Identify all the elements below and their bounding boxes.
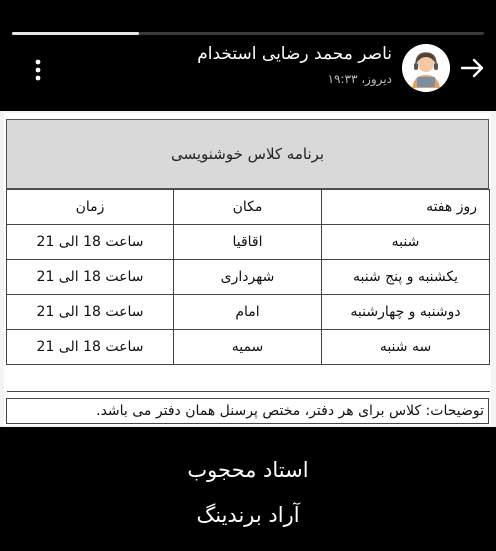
story-progress-bar [12,32,484,35]
story-header [0,40,496,100]
column-header-place: مکان [174,190,322,225]
table-cell-day: شنبه [322,225,490,260]
schedule-title: برنامه کلاس خوشنویسی [6,119,489,189]
schedule-document [4,113,491,425]
table-spacer-cell [322,365,490,392]
table-row [7,225,490,260]
caption-line-1: استاد محجوب [187,458,309,482]
caption-line-2: آراد برندینگ [196,503,300,527]
table-cell-place: امام [174,295,322,330]
story-image [0,111,496,427]
table-cell-time: ساعت 18 الی 21 [7,330,174,365]
table-row [7,330,490,365]
table-cell-place: شهرداری [174,260,322,295]
column-header-day: روز هفته [322,190,490,225]
table-cell-day: یکشنبه و پنج شنبه [322,260,490,295]
sender-name[interactable]: ناصر محمد رضایی استخدام [197,44,392,64]
table-spacer-row [7,365,490,392]
column-header-time: زمان [7,190,174,225]
avatar[interactable] [402,44,450,92]
table-row [7,295,490,330]
support-agent-avatar-icon [402,44,450,92]
table-cell-time: ساعت 18 الی 21 [7,295,174,330]
table-cell-place: اقاقیا [174,225,322,260]
table-row [7,260,490,295]
arrow-right-icon[interactable] [456,52,488,84]
table-spacer-cell [7,365,174,392]
more-vertical-icon[interactable] [26,56,50,84]
table-cell-time: ساعت 18 الی 21 [7,260,174,295]
schedule-notes: توضیحات: کلاس برای هر دفتر، مختص پرسنل همان دفتر می باشد. [6,398,489,424]
schedule-table [6,189,490,392]
table-cell-time: ساعت 18 الی 21 [7,225,174,260]
table-cell-place: سمیه [174,330,322,365]
story-timestamp: دیروز، ۱۹:۳۳ [327,72,392,86]
table-spacer-cell [174,365,322,392]
table-header-row [7,190,490,225]
table-cell-day: دوشنبه و چهارشنبه [322,295,490,330]
story-progress-fill [12,32,139,35]
table-cell-day: سه شنبه [322,330,490,365]
